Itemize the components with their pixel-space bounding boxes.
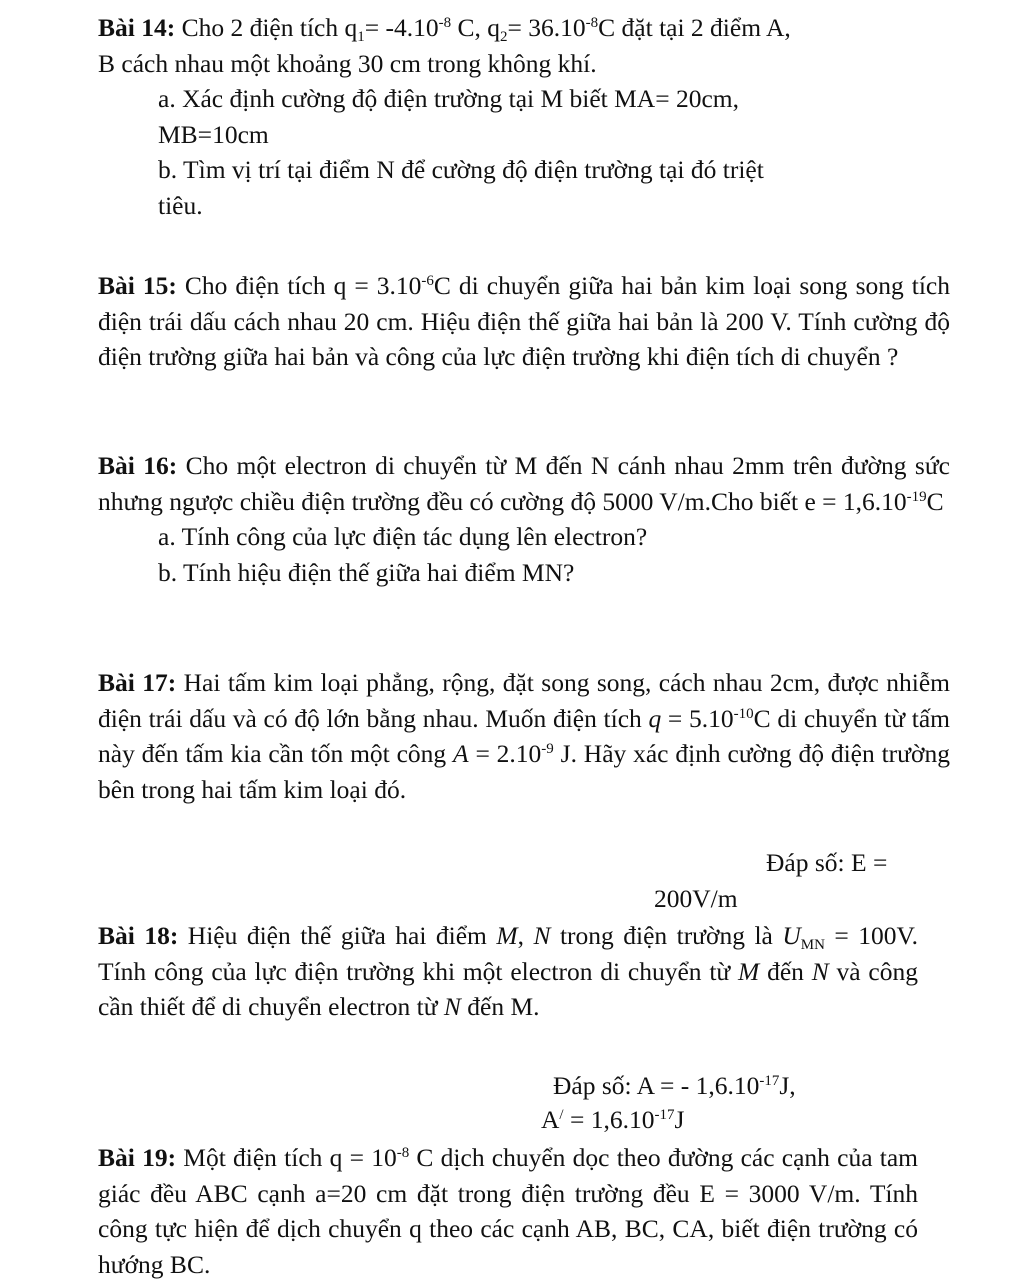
problem-18-text: Bài 18: Hiệu điện thế giữa hai điểm M, N trong điện trường là $U_{MN} = 100V$. Tính công của lực điện trường khi một electron di chuyển từ M đến N và công cần thiết để di chuyển electron từ N đến M. bbox=[98, 921, 919, 1021]
problem-19-label: Bài 19: bbox=[98, 1143, 177, 1172]
problem-14-part-b-line-2: tiêu. bbox=[158, 190, 203, 220]
problem-14-line-1: Bài 14: Cho 2 điện tích $q_1= -4.10^{-8}$ C, $q_2= 36.10^{-8}C$ đặt tại 2 điểm A, bbox=[98, 13, 791, 45]
problem-17-answer-line-1: Đáp số: E = bbox=[766, 848, 888, 877]
problem-16 bbox=[98, 448, 950, 590]
problem-18 bbox=[98, 918, 918, 1025]
problem-14-label: Bài 14: bbox=[98, 13, 176, 42]
problem-19 bbox=[98, 1140, 918, 1282]
problem-14-part-a-line-2: MB=10cm bbox=[158, 119, 269, 149]
problem-15-label: Bài 15: bbox=[98, 271, 177, 300]
problem-17-text: Bài 17: Hai tấm kim loại phẳng, rộng, đặt song song, cách nhau 2cm, được nhiễm điện trái dấu và có độ lớn bằng nhau. Muốn điện tích $q = 5.10^{-10}C$ di chuyển từ tấm này đến tấm kia cần tốn một công $A = 2.10^{-9}$ J. Hãy xác định cường độ điện trường bên trong hai tấm kim loại đó. bbox=[98, 668, 950, 804]
problem-14-line-2: B cách nhau một khoảng 30 cm trong không khí. bbox=[98, 48, 597, 78]
problem-19-text: Bài 19: Một điện tích $q = 10^{-8}$ C dịch chuyển dọc theo đường các cạnh của tam giác đều ABC cạnh a=20 cm đặt trong điện trường đều E = 3000 V/m. Tính công tực hiện để dịch chuyển q theo các cạnh AB, BC, CA, biết điện trường có hướng BC. bbox=[98, 1143, 918, 1279]
problem-16-part-b: b. Tính hiệu điện thế giữa hai điểm MN? bbox=[158, 557, 575, 587]
problem-17-label: Bài 17: bbox=[98, 668, 177, 697]
problem-16-label: Bài 16: bbox=[98, 451, 178, 480]
problem-18-answer-line-2: $A^/ = 1,6.10^{-17}J$ bbox=[541, 1105, 685, 1134]
problem-16-part-a: a. Tính công của lực điện tác dụng lên electron? bbox=[158, 522, 648, 551]
problem-15 bbox=[98, 268, 950, 375]
problem-16-text: Bài 16: Cho một electron di chuyển từ M đến N cánh nhau 2mm trên đường sức nhưng ngược chiều điện trường đều có cường độ 5000 V/m.Cho biết $e = 1,6.10^{-19}C$ bbox=[98, 451, 950, 516]
problem-17-answer-line-2: 200V/m bbox=[654, 884, 738, 913]
problem-14 bbox=[98, 10, 950, 223]
problem-18-label: Bài 18: bbox=[98, 921, 179, 950]
problem-14-part-a-line-1: a. Xác định cường độ điện trường tại M biết MA= 20cm, bbox=[158, 84, 740, 113]
problem-14-part-b-line-1: b. Tìm vị trí tại điểm N để cường độ điện trường tại đó triệt bbox=[158, 155, 764, 184]
problem-15-text: Bài 15: Cho điện tích $q = 3.10^{-6}C$ di chuyển giữa hai bản kim loại song song tích điện trái dấu cách nhau 20 cm. Hiệu điện thế giữa hai bản là 200 V. Tính cường độ điện trường giữa hai bản và công của lực điện trường khi điện tích di chuyển ? bbox=[98, 271, 950, 371]
problem-17 bbox=[98, 665, 950, 807]
problem-18-answer-line-1: Đáp số: A = - $1,6.10^{-17}J$, bbox=[553, 1071, 796, 1100]
